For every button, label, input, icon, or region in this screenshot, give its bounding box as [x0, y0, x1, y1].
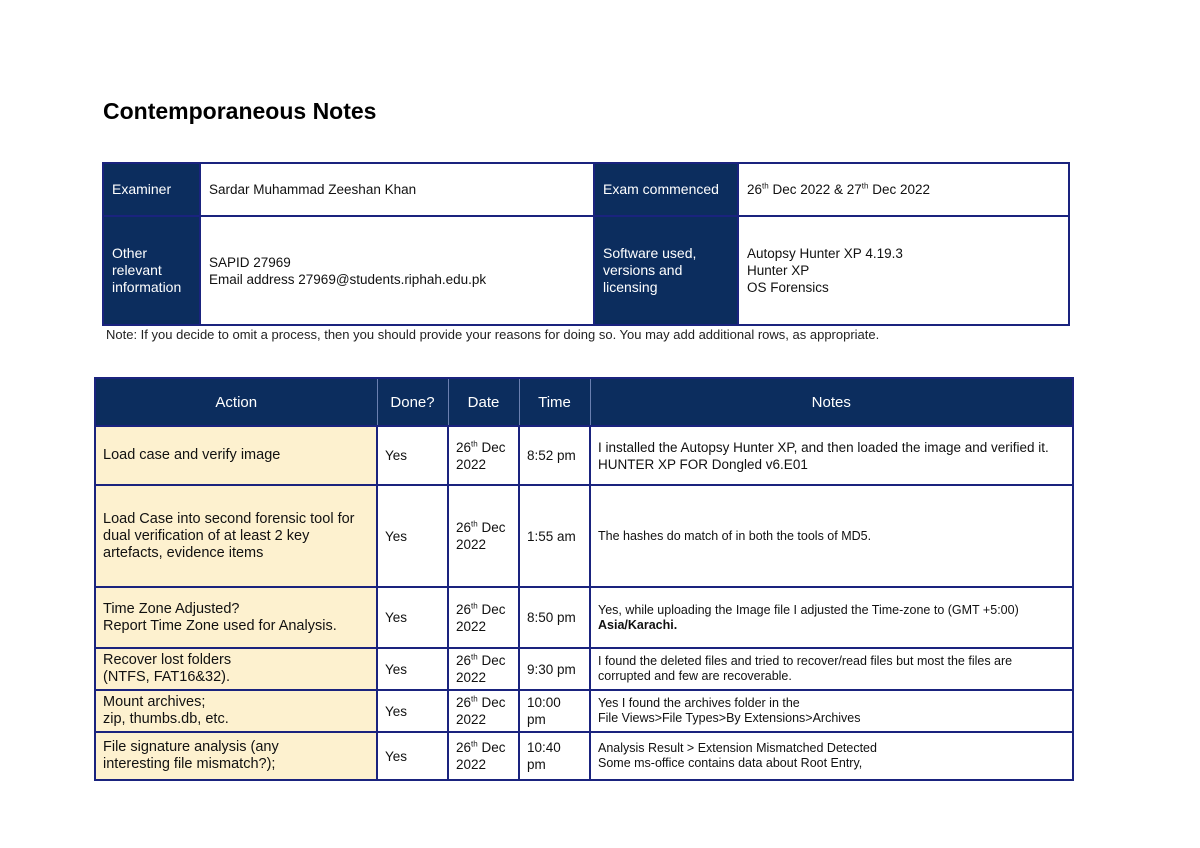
date-cell: 26th Dec 2022: [448, 732, 519, 780]
done-cell: Yes: [377, 732, 448, 780]
time-cell: 8:52 pm: [519, 426, 590, 485]
action-cell: Recover lost folders (NTFS, FAT16&32).: [95, 648, 377, 690]
done-cell: Yes: [377, 690, 448, 732]
notes-cell: I found the deleted files and tried to recover/read files but most the files are corrupted and few are recoverable.: [590, 648, 1073, 690]
actions-table: [94, 377, 1074, 781]
time-cell: 10:00 pm: [519, 690, 590, 732]
done-cell: Yes: [377, 485, 448, 587]
date-cell: 26th Dec 2022: [448, 426, 519, 485]
header-action: Action: [95, 378, 377, 426]
exam-commenced-label: Exam commenced: [594, 163, 738, 216]
table-row: [95, 690, 1073, 732]
examiner-label: Examiner: [103, 163, 200, 216]
examiner-value: Sardar Muhammad Zeeshan Khan: [200, 163, 594, 216]
done-cell: Yes: [377, 587, 448, 648]
header-date: Date: [448, 378, 519, 426]
action-cell: Time Zone Adjusted? Report Time Zone used for Analysis.: [95, 587, 377, 648]
action-cell: File signature analysis (any interesting file mismatch?);: [95, 732, 377, 780]
notes-cell: Yes I found the archives folder in the File Views>File Types>By Extensions>Archives: [590, 690, 1073, 732]
table-row: [95, 426, 1073, 485]
table-row: [95, 587, 1073, 648]
done-cell: Yes: [377, 648, 448, 690]
exam-commenced-value: 26th Dec 2022 & 27th Dec 2022: [738, 163, 1069, 216]
software-label: Software used, versions and licensing: [594, 216, 738, 325]
notes-cell: I installed the Autopsy Hunter XP, and then loaded the image and verified it. HUNTER XP FOR Dongled v6.E01: [590, 426, 1073, 485]
examiner-info-table: [102, 162, 1070, 326]
header-notes: Notes: [590, 378, 1073, 426]
time-cell: 8:50 pm: [519, 587, 590, 648]
table-row: [95, 648, 1073, 690]
table-row: [95, 485, 1073, 587]
time-cell: 9:30 pm: [519, 648, 590, 690]
date-cell: 26th Dec 2022: [448, 485, 519, 587]
notes-cell: Yes, while uploading the Image file I adjusted the Time-zone to (GMT +5:00) Asia/Karachi.: [590, 587, 1073, 648]
action-cell: Load Case into second forensic tool for dual verification of at least 2 key artefacts, evidence items: [95, 485, 377, 587]
action-cell: Mount archives; zip, thumbs.db, etc.: [95, 690, 377, 732]
other-info-label: Other relevant information: [103, 216, 200, 325]
header-done: Done?: [377, 378, 448, 426]
date-cell: 26th Dec 2022: [448, 690, 519, 732]
table-row: [95, 732, 1073, 780]
done-cell: Yes: [377, 426, 448, 485]
notes-cell: Analysis Result > Extension Mismatched Detected Some ms-office contains data about Root Entry,: [590, 732, 1073, 780]
time-cell: 10:40 pm: [519, 732, 590, 780]
other-info-value: SAPID 27969 Email address 27969@students.riphah.edu.pk: [200, 216, 594, 325]
date-cell: 26th Dec 2022: [448, 587, 519, 648]
date-cell: 26th Dec 2022: [448, 648, 519, 690]
page-title: Contemporaneous Notes: [103, 98, 377, 124]
table-header-row: [95, 378, 1073, 426]
action-cell: Load case and verify image: [95, 426, 377, 485]
software-value: Autopsy Hunter XP 4.19.3 Hunter XP OS Forensics: [738, 216, 1069, 325]
instruction-note: Note: If you decide to omit a process, then you should provide your reasons for doing so. You may add additional rows, as appropriate.: [106, 327, 880, 342]
header-time: Time: [519, 378, 590, 426]
time-cell: 1:55 am: [519, 485, 590, 587]
notes-cell: The hashes do match of in both the tools of MD5.: [590, 485, 1073, 587]
